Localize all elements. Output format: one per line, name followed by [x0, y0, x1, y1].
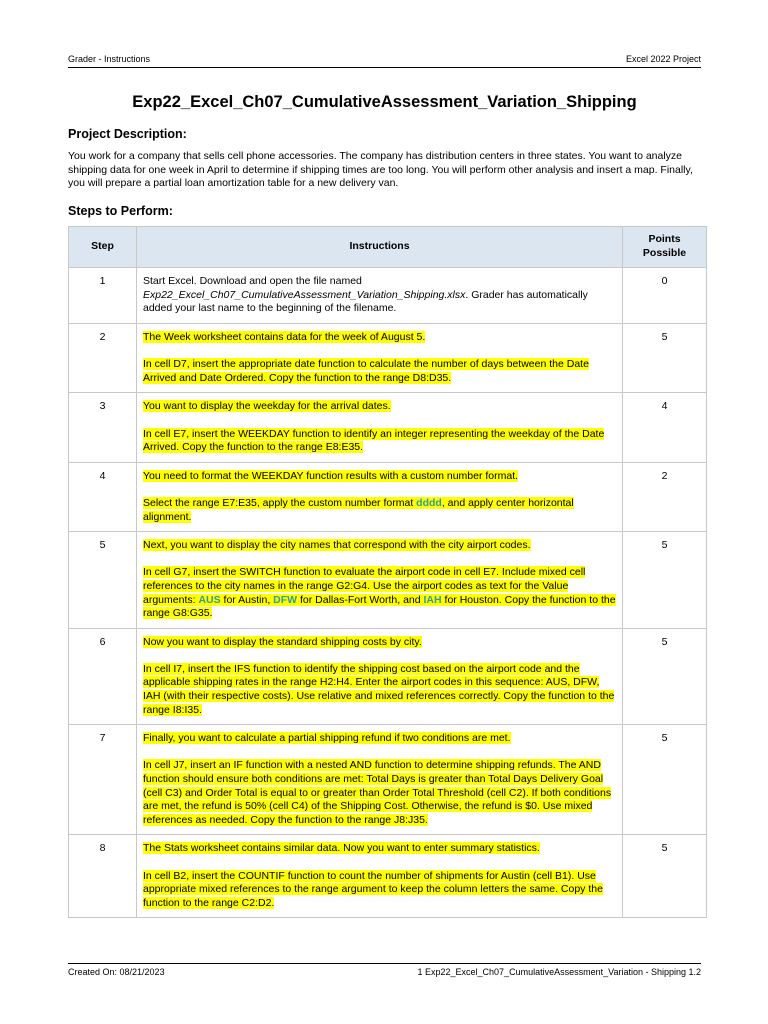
- table-row: [69, 532, 707, 629]
- instruction-detail: for Houston. Copy the function to the range G8:G35.: [143, 593, 616, 620]
- step-points: 5: [623, 532, 707, 629]
- steps-table: [68, 226, 707, 918]
- step-number: 2: [69, 324, 137, 393]
- header-left: Grader - Instructions: [68, 54, 151, 64]
- airport-code-aus: AUS: [198, 593, 221, 606]
- instruction-intro: The Week worksheet contains data for the week of August 5.: [143, 331, 426, 343]
- instruction-intro: The Stats worksheet contains similar data. Now you want to enter summary statistics.: [143, 842, 540, 855]
- instruction-detail: In cell B2, insert the COUNTIF function to count the number of shipments for Austin (cell B1). Use appropriate mixed references to the range argument to keep the column letters the same. Copy the function to the range C2:D2.: [143, 869, 603, 909]
- footer-created-date: Created On: 08/21/2023: [68, 967, 165, 977]
- col-header-instructions: Instructions: [137, 227, 623, 268]
- table-row: [69, 324, 707, 393]
- step-instructions: [137, 393, 623, 462]
- step-instructions: [137, 835, 623, 918]
- step-instructions: [137, 462, 623, 531]
- header-right: Excel 2022 Project: [625, 54, 701, 64]
- instruction-intro: Next, you want to display the city names that correspond with the city airport codes.: [143, 539, 531, 552]
- instruction-detail: In cell G7, insert the SWITCH function to evaluate the airport code in cell E7. Include mixed cell references to the city names in the range G2:G4. Use the airport codes as text for the Value arguments:: [143, 566, 586, 606]
- step-instructions: [137, 268, 623, 324]
- step-number: 8: [69, 835, 137, 918]
- instruction-detail: In cell I7, insert the IFS function to identify the shipping cost based on the airport code and the applicable shipping rates in the range H2:H4. Enter the airport codes in this sequence: AUS, DFW, IAH (with their respective costs). Use relative and mixed references correctly. Copy the function to the range I8:I35.: [143, 662, 615, 716]
- format-code: dddd: [416, 496, 442, 509]
- document-title: Exp22_Excel_Ch07_CumulativeAssessment_Variation_Shipping: [132, 93, 637, 111]
- step-number: 3: [69, 393, 137, 462]
- airport-code-iah: IAH: [423, 593, 442, 606]
- step-number: 1: [69, 268, 137, 324]
- step-points: 0: [623, 268, 707, 324]
- col-header-points: Points Possible: [623, 227, 707, 268]
- step-instructions: [137, 628, 623, 725]
- step-points: 5: [623, 835, 707, 918]
- table-header-row: [69, 227, 707, 268]
- step-points: 5: [623, 628, 707, 725]
- step-points: 2: [623, 462, 707, 531]
- instruction-text: . Grader has automatically added your last name to the beginning of the filename.: [143, 288, 588, 315]
- instruction-detail: for Austin,: [220, 593, 274, 606]
- step-instructions: [137, 532, 623, 629]
- step-number: 7: [69, 725, 137, 835]
- instruction-detail: In cell J7, insert an IF function with a nested AND function to determine shipping refunds. The AND function should ensure both conditions are met: Total Days is greater than Total Days Delivery Goal (cell C3) and Order Total is equal to or greater than Order Total Threshold (cell C2). If both conditions are met, the refund is 50% (cell C4) of the Shipping Cost. Otherwise, the refund is $0. Use mixed references as needed. Copy the function to the range J8:J35.: [143, 759, 612, 826]
- page-header: [68, 54, 701, 68]
- instruction-text: Start Excel. Download and open the file named: [143, 275, 362, 287]
- step-instructions: [137, 725, 623, 835]
- instruction-detail: Select the range E7:E35, apply the custom number format: [143, 496, 417, 509]
- col-header-step: Step: [69, 227, 137, 268]
- filename: Exp22_Excel_Ch07_CumulativeAssessment_Variation_Shipping.xlsx: [143, 288, 466, 301]
- instruction-intro: You want to display the weekday for the arrival dates.: [143, 400, 391, 413]
- airport-code-dfw: DFW: [273, 593, 298, 606]
- instruction-detail: , and apply center horizontal alignment.: [143, 496, 574, 523]
- instruction-detail: for Dallas-Fort Worth, and: [297, 593, 424, 606]
- table-row: [69, 628, 707, 725]
- step-points: 4: [623, 393, 707, 462]
- step-number: 6: [69, 628, 137, 725]
- table-row: [69, 835, 707, 918]
- step-instructions: [137, 324, 623, 393]
- project-description-heading: Project Description:: [68, 127, 187, 141]
- table-row: [69, 268, 707, 324]
- instruction-intro: Now you want to display the standard shipping costs by city.: [143, 635, 422, 648]
- instruction-detail: In cell E7, insert the WEEKDAY function to identify an integer representing the weekday of the Date Arrived. Copy the function to the range E8:E35.: [143, 427, 605, 454]
- step-number: 4: [69, 462, 137, 531]
- step-points: 5: [623, 324, 707, 393]
- footer-page-info: 1 Exp22_Excel_Ch07_CumulativeAssessment_Variation - Shipping 1.2: [417, 967, 701, 977]
- table-row: [69, 462, 707, 531]
- page-footer: [68, 963, 701, 977]
- instruction-intro: You need to format the WEEKDAY function results with a custom number format.: [143, 469, 519, 482]
- instruction-detail: In cell D7, insert the appropriate date function to calculate the number of days between the Date Arrived and Date Ordered. Copy the function to the range D8:D35.: [143, 358, 589, 384]
- instruction-intro: Finally, you want to calculate a partial shipping refund if two conditions are met.: [143, 732, 511, 745]
- table-row: [69, 393, 707, 462]
- step-points: 5: [623, 725, 707, 835]
- steps-heading: Steps to Perform:: [68, 204, 173, 218]
- step-number: 5: [69, 532, 137, 629]
- project-description-text: You work for a company that sells cell phone accessories. The company has distribution centers in three states. You want to analyze shipping data for one week in April to determine if shipping times are too long. You will perform other analysis and insert a map. Finally, you will prepare a partial loan amortization table for a new delivery van.: [68, 150, 693, 190]
- table-row: [69, 725, 707, 835]
